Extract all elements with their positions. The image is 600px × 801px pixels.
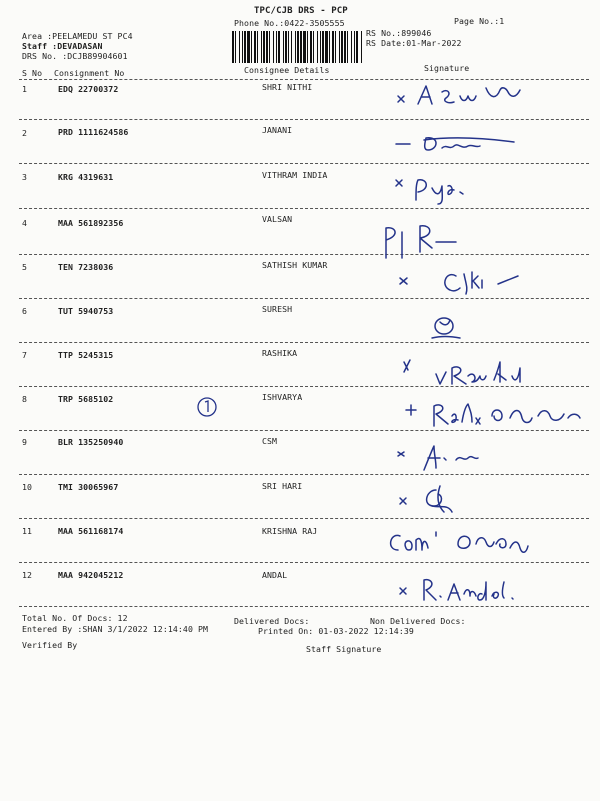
row-consignee: SRI HARI (262, 481, 303, 491)
col-consignment: Consignment No (54, 68, 125, 78)
row-consignment: MAA 942045212 (58, 570, 124, 580)
staff-signature-label: Staff Signature (306, 644, 382, 654)
row-consignee: SATHISH KUMAR (262, 260, 328, 270)
row-sno: 12 (22, 570, 33, 580)
signature-4 (380, 222, 470, 262)
row-consignee: VITHRAM INDIA (262, 170, 328, 180)
phone-number: Phone No.:0422-3505555 (234, 18, 345, 28)
drs-number: DRS No. :DCJB89904601 (22, 51, 128, 61)
row-consignment: BLR 135250940 (58, 437, 124, 447)
row-sno: 4 (22, 218, 28, 228)
row-divider (19, 518, 589, 519)
row-consignment: EDQ 22700372 (58, 84, 119, 94)
barcode (232, 31, 362, 63)
row-divider (19, 474, 589, 475)
staff-label: Staff :DEVADASAN (22, 41, 103, 51)
signature-9 (394, 440, 504, 474)
circle-mark (196, 396, 218, 418)
row-sno: 11 (22, 526, 33, 536)
signature-7 (398, 356, 538, 390)
row-consignment: PRD 1111624586 (58, 127, 129, 137)
row-consignee: RASHIKA (262, 348, 298, 358)
row-divider (19, 606, 589, 607)
signature-6 (428, 312, 468, 342)
row-consignment: TUT 5940753 (58, 306, 114, 316)
row-consignee: KRISHNA RAJ (262, 526, 318, 536)
row-divider (19, 342, 589, 343)
header-divider (19, 79, 589, 80)
entered-by: Entered By :SHAN 3/1/2022 12:14:40 PM (22, 624, 209, 634)
row-sno: 1 (22, 84, 28, 94)
row-consignee: ANDAL (262, 570, 288, 580)
row-consignment: TTP 5245315 (58, 350, 114, 360)
row-divider (19, 562, 589, 563)
row-consignee: SURESH (262, 304, 293, 314)
signature-11 (384, 524, 544, 558)
row-sno: 6 (22, 306, 28, 316)
row-consignee: JANANI (262, 125, 293, 135)
rs-number: RS No.:899046 (366, 28, 432, 38)
row-sno: 3 (22, 172, 28, 182)
row-consignment: TRP 5685102 (58, 394, 114, 404)
signature-8 (400, 396, 590, 432)
document-title: TPC/CJB DRS - PCP (254, 6, 348, 16)
row-divider (19, 119, 589, 120)
signature-12 (394, 574, 524, 606)
col-sno: S No (22, 68, 43, 78)
row-sno: 5 (22, 262, 28, 272)
row-divider (19, 163, 589, 164)
signature-3 (392, 174, 492, 206)
row-consignment: KRG 4319631 (58, 172, 114, 182)
signature-5 (398, 266, 528, 298)
row-consignee: VALSAN (262, 214, 293, 224)
row-sno: 2 (22, 128, 28, 138)
row-consignee: ISHVARYA (262, 392, 303, 402)
row-divider (19, 254, 589, 255)
page-number: Page No.:1 (454, 16, 505, 26)
non-delivered-docs: Non Delivered Docs: (370, 616, 466, 626)
row-consignment: MAA 561168174 (58, 526, 124, 536)
signature-2 (390, 130, 530, 160)
col-signature: Signature (424, 63, 470, 73)
row-sno: 7 (22, 350, 28, 360)
rs-date: RS Date:01-Mar-2022 (366, 38, 462, 48)
row-consignee: CSM (262, 436, 278, 446)
col-consignee: Consignee Details (244, 65, 330, 75)
printed-on: Printed On: 01-03-2022 12:14:39 (258, 626, 414, 636)
row-consignment: MAA 561892356 (58, 218, 124, 228)
row-consignment: TEN 7238036 (58, 262, 114, 272)
row-sno: 8 (22, 394, 28, 404)
row-divider (19, 298, 589, 299)
delivered-docs: Delivered Docs: (234, 616, 310, 626)
row-consignment: TMI 30065967 (58, 482, 119, 492)
signature-1 (390, 82, 530, 116)
row-sno: 9 (22, 437, 28, 447)
row-divider (19, 208, 589, 209)
row-consignee: SHRI NITHI (262, 82, 313, 92)
total-docs: Total No. Of Docs: 12 (22, 613, 128, 623)
row-sno: 10 (22, 482, 33, 492)
area-label: Area :PEELAMEDU ST PC4 (22, 31, 133, 41)
verified-by: Verified By (22, 640, 78, 650)
signature-10 (396, 484, 476, 520)
